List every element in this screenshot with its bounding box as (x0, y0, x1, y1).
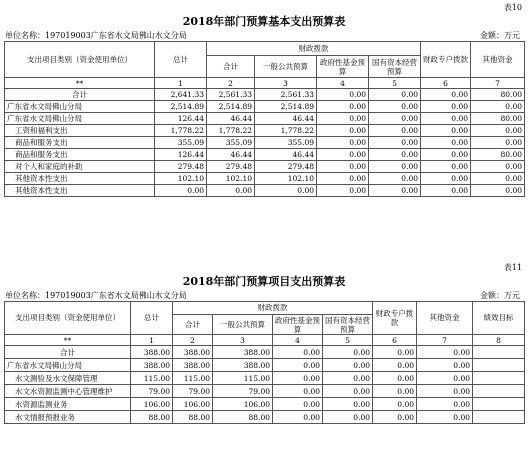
value-cell: 0.00 (273, 346, 323, 359)
header-special-fiscal: 财政专户拨款 (373, 302, 417, 335)
value-cell: 0.00 (421, 137, 471, 149)
row-label: 商品和服务支出 (5, 137, 155, 149)
value-cell: 88.00 (131, 411, 173, 424)
row-label: 水文情报预报业务 (5, 411, 131, 424)
value-cell: 0.00 (471, 137, 525, 149)
amount-unit: 金额：万元 (480, 291, 520, 300)
project-expenditure-table (4, 301, 525, 424)
table-row (5, 385, 525, 398)
value-cell: 0.00 (317, 89, 369, 101)
value-cell: 102.10 (155, 173, 207, 185)
value-cell: 0.00 (317, 149, 369, 161)
header-fiscal-group: 财政拨款 (207, 42, 421, 56)
header-performance: 绩效目标 (473, 302, 525, 335)
value-cell: 0.00 (417, 346, 473, 359)
row-label: 合计 (5, 346, 131, 359)
value-cell: 1,778.22 (207, 125, 255, 137)
value-cell: 0.00 (369, 113, 421, 125)
row-label: 其他资本性支出 (5, 185, 155, 197)
value-cell (473, 346, 525, 359)
header-other-funds: 其他资金 (471, 42, 525, 78)
value-cell: 0.00 (369, 173, 421, 185)
value-cell: 88.00 (173, 411, 213, 424)
value-cell: 0.00 (317, 161, 369, 173)
header-special-fiscal: 财政专户拨款 (421, 42, 471, 78)
value-cell (473, 372, 525, 385)
value-cell: 46.44 (255, 113, 317, 125)
unit-name: 单位名称：197019003广东省水文局佛山水文分局 (5, 291, 187, 300)
value-cell: 0.00 (417, 359, 473, 372)
table-row (5, 359, 525, 372)
value-cell: 388.00 (173, 346, 213, 359)
value-cell: 0.00 (421, 125, 471, 137)
value-cell: 0.00 (369, 101, 421, 113)
header-other-funds: 其他资金 (417, 302, 473, 335)
value-cell: 0.00 (471, 185, 525, 197)
value-cell: 0.00 (417, 398, 473, 411)
value-cell: 106.00 (131, 398, 173, 411)
value-cell: 2,514.89 (155, 101, 207, 113)
value-cell: 0.00 (323, 385, 373, 398)
value-cell: 102.10 (255, 173, 317, 185)
value-cell (473, 385, 525, 398)
table-row (5, 101, 525, 113)
value-cell: 79.00 (131, 385, 173, 398)
header-state-capital: 国有资本经营预算 (369, 56, 421, 78)
table-row (5, 137, 525, 149)
value-cell: 388.00 (213, 359, 273, 372)
value-cell: 0.00 (373, 398, 417, 411)
index-cell: ** (5, 78, 155, 89)
value-cell: 2,561.33 (207, 89, 255, 101)
value-cell: 46.44 (207, 113, 255, 125)
index-cell: 1 (155, 78, 207, 89)
value-cell: 0.00 (323, 359, 373, 372)
value-cell (473, 411, 525, 424)
value-cell: 0.00 (317, 101, 369, 113)
value-cell: 106.00 (173, 398, 213, 411)
value-cell: 279.48 (255, 161, 317, 173)
value-cell: 0.00 (471, 101, 525, 113)
header-total: 总计 (131, 302, 173, 335)
index-row (5, 335, 525, 346)
value-cell: 0.00 (417, 411, 473, 424)
value-cell: 0.00 (317, 173, 369, 185)
header-gov-fund: 政府性基金预算 (273, 315, 323, 335)
value-cell: 388.00 (213, 346, 273, 359)
header-state-capital: 国有资本经营预算 (323, 315, 373, 335)
index-cell: 5 (323, 335, 373, 346)
index-cell: ** (5, 335, 131, 346)
value-cell: 279.48 (155, 161, 207, 173)
value-cell: 0.00 (255, 185, 317, 197)
value-cell: 388.00 (131, 346, 173, 359)
value-cell: 0.00 (323, 372, 373, 385)
project-expenditure-sheet (4, 262, 524, 424)
index-cell: 6 (421, 78, 471, 89)
index-cell: 3 (255, 78, 317, 89)
value-cell: 1,778.22 (155, 125, 207, 137)
basic-expenditure-table (4, 41, 525, 197)
value-cell: 388.00 (173, 359, 213, 372)
unit-row (4, 290, 524, 301)
index-cell: 5 (369, 78, 421, 89)
value-cell: 355.09 (155, 137, 207, 149)
value-cell: 115.00 (173, 372, 213, 385)
value-cell: 126.44 (155, 149, 207, 161)
index-cell: 3 (213, 335, 273, 346)
value-cell: 0.00 (417, 372, 473, 385)
row-label: 水文测验及水文保障管理 (5, 372, 131, 385)
value-cell: 115.00 (131, 372, 173, 385)
value-cell: 0.00 (369, 89, 421, 101)
value-cell: 0.00 (323, 398, 373, 411)
value-cell: 2,514.89 (207, 101, 255, 113)
header-subtotal: 合计 (207, 56, 255, 78)
row-label: 工资和福利支出 (5, 125, 155, 137)
value-cell: 2,514.89 (255, 101, 317, 113)
value-cell: 0.00 (421, 113, 471, 125)
value-cell: 0.00 (369, 149, 421, 161)
unit-row (4, 30, 524, 41)
basic-expenditure-sheet (4, 2, 524, 197)
value-cell: 0.00 (421, 101, 471, 113)
header-subtotal: 合计 (173, 315, 213, 335)
value-cell: 80.00 (471, 113, 525, 125)
value-cell: 79.00 (173, 385, 213, 398)
value-cell: 2,641.33 (155, 89, 207, 101)
value-cell: 279.48 (207, 161, 255, 173)
value-cell: 0.00 (417, 385, 473, 398)
value-cell: 0.00 (273, 398, 323, 411)
value-cell: 0.00 (373, 411, 417, 424)
index-row (5, 78, 525, 89)
value-cell: 0.00 (155, 185, 207, 197)
table-row (5, 113, 525, 125)
value-cell: 355.09 (207, 137, 255, 149)
value-cell: 0.00 (471, 125, 525, 137)
unit-name: 单位名称：197019003广东省水文局佛山水文分局 (5, 31, 187, 40)
value-cell: 1,778.22 (255, 125, 317, 137)
table-row (5, 89, 525, 101)
value-cell: 0.00 (273, 385, 323, 398)
index-cell: 7 (417, 335, 473, 346)
amount-unit: 金额：万元 (480, 31, 520, 40)
index-cell: 1 (131, 335, 173, 346)
index-cell: 6 (373, 335, 417, 346)
value-cell: 0.00 (317, 137, 369, 149)
index-cell: 4 (273, 335, 323, 346)
index-cell: 7 (471, 78, 525, 89)
row-label: 水文水资源监测中心管理维护 (5, 385, 131, 398)
value-cell: 0.00 (273, 411, 323, 424)
value-cell: 46.44 (207, 149, 255, 161)
index-cell: 4 (317, 78, 369, 89)
value-cell: 0.00 (323, 346, 373, 359)
value-cell: 0.00 (317, 185, 369, 197)
value-cell: 355.09 (255, 137, 317, 149)
value-cell: 0.00 (373, 359, 417, 372)
header-category: 支出项目类别（资金使用单位） (5, 42, 155, 78)
value-cell: 0.00 (421, 173, 471, 185)
row-label: 水资源监测业务 (5, 398, 131, 411)
table-title: 2018年部门预算项目支出预算表 (182, 275, 346, 288)
value-cell: 0.00 (273, 359, 323, 372)
value-cell: 0.00 (373, 385, 417, 398)
value-cell: 388.00 (131, 359, 173, 372)
value-cell: 0.00 (207, 185, 255, 197)
index-cell: 2 (207, 78, 255, 89)
row-label: 合计 (5, 89, 155, 101)
value-cell: 80.00 (471, 149, 525, 161)
value-cell: 0.00 (317, 113, 369, 125)
table-row (5, 149, 525, 161)
table-row (5, 125, 525, 137)
row-label: 广东省水文局佛山分局 (5, 113, 155, 125)
value-cell: 0.00 (421, 89, 471, 101)
value-cell: 0.00 (369, 185, 421, 197)
value-cell: 0.00 (369, 125, 421, 137)
value-cell: 0.00 (323, 411, 373, 424)
header-general-budget: 一般公共预算 (255, 56, 317, 78)
row-label: 其他资本性支出 (5, 173, 155, 185)
index-cell: 8 (473, 335, 525, 346)
value-cell: 79.00 (213, 385, 273, 398)
value-cell: 0.00 (471, 173, 525, 185)
header-gov-fund: 政府性基金预算 (317, 56, 369, 78)
value-cell: 0.00 (421, 149, 471, 161)
table-row (5, 346, 525, 359)
value-cell: 0.00 (471, 161, 525, 173)
header-total: 总计 (155, 42, 207, 78)
value-cell: 0.00 (421, 161, 471, 173)
table-row (5, 161, 525, 173)
value-cell: 0.00 (373, 346, 417, 359)
value-cell: 0.00 (421, 185, 471, 197)
table-row (5, 173, 525, 185)
value-cell: 80.00 (471, 89, 525, 101)
value-cell: 0.00 (369, 161, 421, 173)
row-label: 广东省水文局佛山分局 (5, 101, 155, 113)
header-category: 支出项目类别（资金使用单位） (5, 302, 131, 335)
table-row (5, 411, 525, 424)
table-row (5, 398, 525, 411)
row-label: 商品和服务支出 (5, 149, 155, 161)
value-cell: 126.44 (155, 113, 207, 125)
value-cell: 102.10 (207, 173, 255, 185)
value-cell: 0.00 (317, 125, 369, 137)
table-row (5, 185, 525, 197)
value-cell: 0.00 (369, 137, 421, 149)
row-label: 对个人和家庭的补助 (5, 161, 155, 173)
header-general-budget: 一般公共预算 (213, 315, 273, 335)
value-cell: 106.00 (213, 398, 273, 411)
table-number: 表10 (503, 3, 522, 12)
header-fiscal-group: 财政拨款 (173, 302, 373, 315)
table-row (5, 372, 525, 385)
value-cell: 2,561.33 (255, 89, 317, 101)
value-cell: 46.44 (255, 149, 317, 161)
value-cell (473, 398, 525, 411)
value-cell: 88.00 (213, 411, 273, 424)
index-cell: 2 (173, 335, 213, 346)
table-number: 表11 (503, 263, 522, 272)
value-cell: 115.00 (213, 372, 273, 385)
table-title: 2018年部门预算基本支出预算表 (182, 15, 346, 28)
row-label: 广东省水文局佛山分局 (5, 359, 131, 372)
value-cell (473, 359, 525, 372)
value-cell: 0.00 (373, 372, 417, 385)
value-cell: 0.00 (273, 372, 323, 385)
